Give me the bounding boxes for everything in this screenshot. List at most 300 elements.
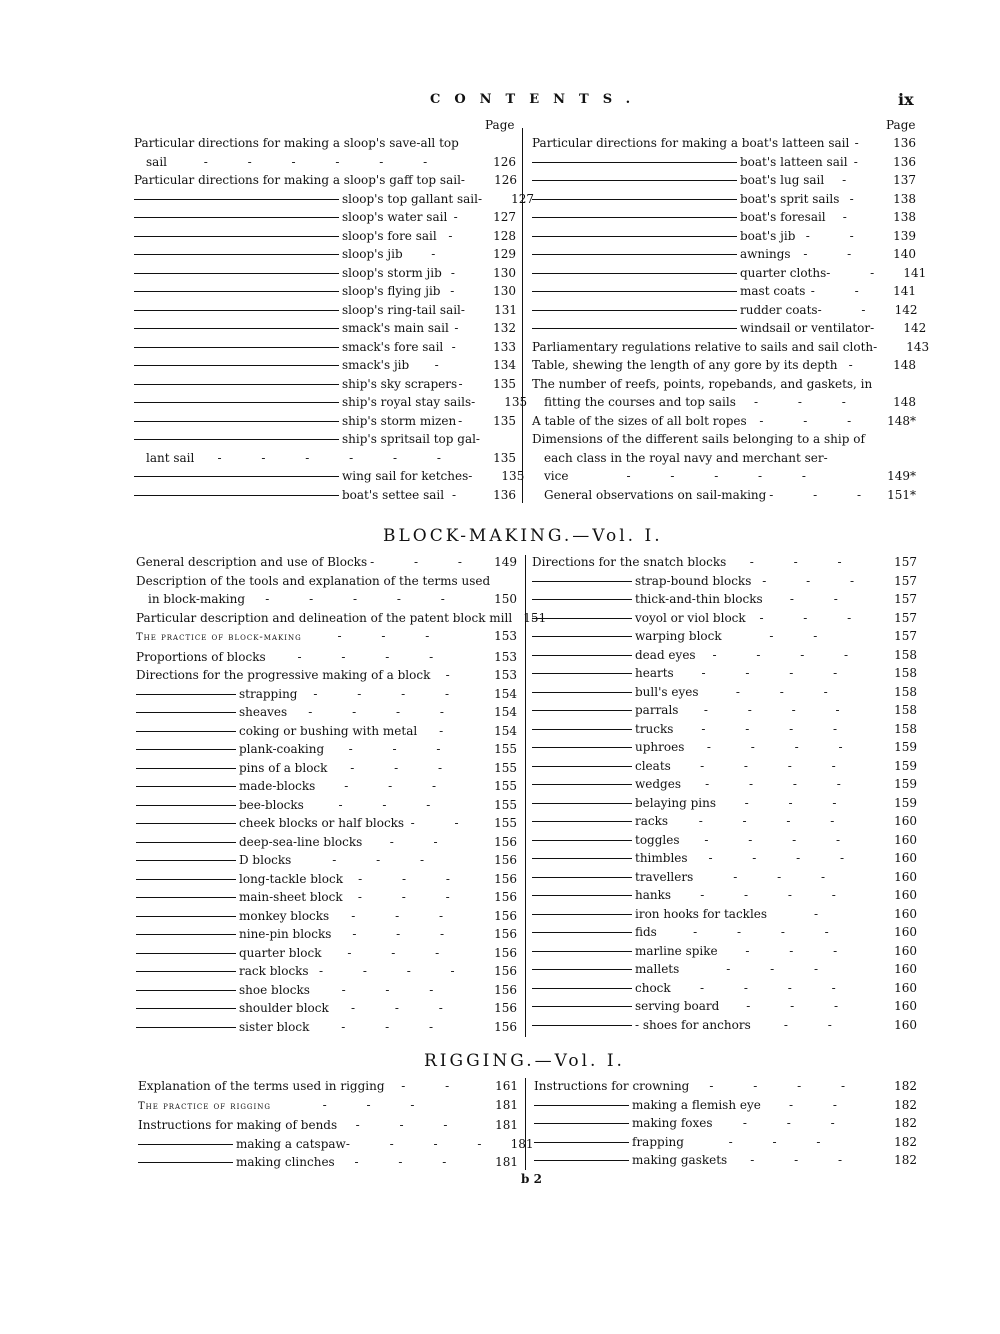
sails-contents-right (532, 134, 930, 504)
ditto-rule (136, 879, 236, 880)
toc-entry (136, 553, 517, 572)
toc-entry (532, 264, 927, 283)
toc-entry-text: vice (544, 469, 569, 483)
leader-dashes: - - - (350, 1001, 461, 1015)
ditto-rule (134, 310, 339, 311)
leader-dashes: - (450, 284, 473, 298)
toc-entry-text: boat's settee sail (342, 487, 445, 502)
leader-dashes: - - (810, 284, 877, 298)
toc-page-number: 182 (894, 1153, 917, 1167)
toc-page-number: 160 (894, 832, 917, 847)
toc-entry-text: toggles (635, 832, 680, 847)
toc-entry-text: Directions for the progressive making of a block (136, 668, 431, 682)
leader-dashes: - - (769, 629, 836, 643)
toc-entry-text: strapping (239, 686, 298, 701)
leader-dashes: - - - (759, 610, 870, 625)
toc-entry-text: mallets (635, 962, 680, 976)
toc-page-number: 160 (894, 999, 917, 1013)
toc-page-number: 182 (894, 1116, 917, 1130)
page-column-label-right: Page (886, 118, 916, 132)
toc-page-number: 158 (894, 666, 917, 680)
leader-dashes: - (454, 321, 477, 335)
toc-entry-text: dead eyes (635, 647, 696, 662)
toc-page-number: 158 (894, 684, 917, 699)
ditto-rule (136, 916, 236, 917)
leader-dashes: - (854, 136, 877, 150)
toc-entry-text: cheek blocks or half blocks (239, 816, 405, 830)
leader-dashes: - (458, 376, 481, 391)
page-number: ix (898, 90, 914, 109)
ditto-rule (136, 1027, 236, 1028)
toc-page-number: 158 (894, 703, 917, 717)
toc-page-number: 156 (494, 890, 517, 904)
leader-dashes: - - - (744, 795, 855, 810)
leader-dashes: - - - - (313, 686, 468, 701)
toc-entry-text: making gaskets (632, 1153, 728, 1167)
toc-page-number: 161 (495, 1079, 518, 1093)
ditto-rule (134, 421, 339, 422)
ditto-rule (532, 581, 632, 582)
toc-entry (532, 338, 930, 357)
toc-entry-text: making clinches (236, 1155, 335, 1169)
toc-page-number: 160 (894, 869, 917, 884)
ditto-rule (136, 805, 236, 806)
toc-entry (134, 338, 516, 357)
leader-dashes: - - - (350, 760, 461, 775)
toc-entry (532, 319, 927, 338)
toc-page-number: 141 (893, 284, 916, 298)
leader-dashes: - - (789, 592, 856, 606)
leader-dashes: - (450, 265, 473, 280)
toc-entry (532, 979, 917, 998)
toc-page-number: 156 (494, 871, 517, 886)
toc-entry (532, 412, 916, 431)
toc-page-number: 138 (893, 191, 916, 206)
ditto-rule (136, 860, 236, 861)
leader-dashes: - - - - (700, 758, 854, 773)
toc-entry-text: ship's spritsail top gal- (342, 432, 480, 446)
leader-dashes: - - - - (704, 832, 859, 847)
toc-page-number: 150 (494, 592, 517, 606)
ditto-rule (138, 1144, 233, 1145)
leader-dashes: - - - (762, 573, 873, 588)
toc-entry (532, 849, 917, 868)
ditto-rule (532, 840, 632, 841)
toc-entry (134, 264, 516, 283)
toc-page-number: 135 (501, 469, 525, 483)
leader-dashes: - - - (352, 927, 463, 941)
toc-entry-text: boat's lug sail (740, 173, 825, 187)
toc-entry (532, 245, 916, 264)
ditto-rule (534, 1142, 629, 1143)
leader-dashes: - - - - - - (203, 154, 446, 169)
toc-page-number: 160 (894, 814, 917, 828)
sails-contents-left (134, 134, 535, 504)
toc-entry (134, 319, 516, 338)
leader-dashes: - - - (726, 962, 837, 976)
ditto-rule (532, 236, 737, 237)
toc-entry (136, 722, 517, 741)
ditto-rule (532, 747, 632, 748)
toc-entry-text: bull's eyes (635, 684, 699, 699)
toc-page-number: 126 (494, 173, 517, 187)
leader-dashes: - - - (733, 869, 844, 884)
toc-entry (532, 590, 917, 609)
ditto-rule (532, 636, 632, 637)
toc-page-number: 160 (894, 980, 917, 995)
toc-entry-text: deep-sea-line blocks (239, 834, 363, 849)
leader-dashes: - - - (769, 487, 880, 502)
leader-dashes: - - - (735, 684, 846, 699)
leader-dashes: - - - - (698, 814, 853, 828)
toc-page-number: 160 (894, 962, 917, 976)
toc-page-number: 159 (894, 740, 917, 754)
toc-page-number: 157 (894, 573, 917, 588)
leader-dashes: - - (410, 816, 477, 830)
ditto-rule (134, 328, 339, 329)
toc-page-number: 156 (494, 908, 517, 923)
leader-dashes: - - - - (712, 647, 867, 662)
leader-dashes: - - - (348, 742, 459, 756)
leader-dashes: - - - (759, 413, 870, 428)
ditto-rule (532, 969, 632, 970)
toc-entry (532, 757, 917, 776)
toc-page-number: 151 (523, 610, 547, 625)
leader-dashes: - - - - (693, 925, 847, 939)
ditto-rule (532, 618, 632, 619)
toc-entry (532, 609, 917, 628)
toc-entry-text: wedges (635, 777, 681, 791)
toc-entry-text: trucks (635, 721, 674, 736)
toc-entry-text: General description and use of Blocks (136, 555, 368, 569)
toc-page-number: 139 (893, 228, 916, 243)
toc-entry (136, 740, 517, 759)
toc-entry (134, 486, 516, 505)
leader-dashes: - - - (322, 1097, 433, 1112)
leader-dashes: - - - - (705, 777, 859, 791)
ditto-rule (532, 766, 632, 767)
ditto-rule (134, 199, 339, 200)
toc-entry (532, 886, 917, 905)
toc-page-number: 136 (893, 136, 916, 150)
toc-entry (136, 851, 517, 870)
toc-entry-text: chock (635, 980, 671, 995)
toc-page-number: 160 (894, 943, 917, 958)
toc-entry-text: boat's foresail (740, 210, 826, 224)
toc-entry-text: ship's sky scrapers (342, 376, 458, 391)
toc-entry (134, 412, 516, 431)
ditto-rule (136, 749, 236, 750)
ditto-rule (532, 932, 632, 933)
leader-dashes: - (448, 228, 471, 243)
toc-entry-text: bee-blocks (239, 797, 304, 812)
toc-entry-text: monkey blocks (239, 908, 330, 923)
toc-entry (532, 942, 917, 961)
toc-entry-text: sloop's jib (342, 247, 403, 261)
leader-dashes: - - - (370, 555, 480, 569)
toc-page-number: 132 (493, 321, 516, 335)
toc-page-number: 136 (893, 154, 916, 169)
toc-entry-text: parrals (635, 703, 679, 717)
page-column-label-left: Page (485, 118, 515, 132)
toc-page-number: 155 (494, 816, 517, 830)
toc-entry-text: awnings (740, 247, 791, 261)
ditto-rule (134, 476, 339, 477)
toc-page-number: 143 (906, 339, 930, 354)
toc-entry-text: Dimensions of the different sails belonging to a ship of (532, 432, 865, 446)
toc-page-number: 130 (493, 265, 516, 280)
toc-entry (532, 134, 916, 153)
toc-page-number: 149 (494, 555, 517, 569)
toc-page-number: 140 (893, 247, 916, 261)
toc-page-number: 128 (493, 228, 516, 243)
toc-entry-text: rudder coats (740, 302, 818, 317)
toc-entry-text: shoulder block (239, 1001, 329, 1015)
ditto-rule (136, 934, 236, 935)
toc-entry-text: rack blocks (239, 964, 309, 978)
toc-page-number: 156 (494, 1001, 517, 1015)
toc-page-number: 131 (494, 302, 517, 317)
toc-page-number: 159 (894, 795, 917, 810)
toc-entry-text: boat's latteen sail (740, 154, 848, 169)
ditto-rule (134, 254, 339, 255)
toc-entry-text: belaying pins (635, 795, 717, 810)
toc-page-number: 157 (894, 629, 917, 643)
toc-entry-text: - shoes for anchors (635, 1017, 751, 1032)
ditto-rule (532, 180, 737, 181)
block-making-contents-left (136, 553, 547, 1036)
toc-entry (532, 794, 917, 813)
toc-entry-text: quarter block (239, 945, 322, 960)
toc-entry (532, 720, 917, 739)
toc-entry (136, 627, 517, 648)
ditto-rule (134, 384, 339, 385)
leader-dashes: - - - - - (626, 469, 824, 483)
toc-entry-text: sloop's storm jib (342, 265, 442, 280)
ditto-rule (136, 990, 236, 991)
toc-entry-text: serving board (635, 999, 720, 1013)
toc-entry (532, 960, 917, 979)
ditto-rule (134, 402, 339, 403)
toc-page-number: 155 (494, 779, 517, 793)
toc-entry-text: Description of the tools and explanation of the terms used (136, 573, 491, 588)
toc-entry-text: thick-and-thin blocks (635, 592, 763, 606)
toc-entry-text: sheaves (239, 705, 288, 719)
toc-entry (134, 190, 535, 209)
toc-entry (136, 870, 517, 889)
toc-entry (532, 375, 916, 394)
leader-dashes: - - - (358, 871, 468, 886)
toc-entry (532, 393, 916, 412)
toc-page-number: 182 (894, 1134, 917, 1149)
toc-entry (134, 208, 516, 227)
toc-entry-text: Directions for the snatch blocks (532, 555, 727, 569)
toc-entry (136, 648, 517, 667)
toc-entry-text: racks (635, 814, 669, 828)
toc-page-number: 156 (494, 982, 517, 997)
toc-entry-text: mast coats (740, 284, 806, 298)
toc-page-number: 127 (511, 191, 535, 206)
toc-entry-text: lant sail (146, 450, 195, 465)
ditto-rule (136, 1008, 236, 1009)
toc-entry (136, 796, 517, 815)
section-title-rigging: RIGGING.—Vol. I. (424, 1051, 625, 1071)
ditto-rule (534, 1123, 629, 1124)
toc-page-number: 153 (494, 668, 517, 682)
leader-dashes: - - - - (700, 980, 854, 995)
ditto-rule (136, 842, 236, 843)
toc-entry (138, 1135, 534, 1154)
toc-page-number: 157 (894, 555, 917, 569)
toc-page-number: 153 (494, 649, 517, 664)
toc-entry (532, 831, 917, 850)
ditto-rule (532, 729, 632, 730)
toc-entry (532, 775, 917, 794)
leader-dashes: - - - - (318, 964, 473, 978)
toc-entry-text: main-sheet block (239, 890, 343, 904)
toc-page-number: 182 (894, 1079, 917, 1093)
toc-entry (532, 282, 916, 301)
ditto-rule (136, 712, 236, 713)
rigging-contents-right (534, 1077, 917, 1170)
toc-page-number: 142 (894, 302, 918, 317)
leader-dashes: - (452, 487, 475, 502)
leader-dashes: - (853, 154, 876, 169)
ditto-rule (532, 162, 737, 163)
toc-entry-text: smack's main sail (342, 321, 449, 335)
toc-entry-text: A table of the sizes of all bolt ropes (532, 413, 747, 428)
ditto-rule (532, 692, 632, 693)
leader-dashes: - - - - (345, 1136, 500, 1151)
toc-page-number: 137 (893, 173, 916, 187)
toc-page-number: 154 (494, 723, 517, 738)
ditto-rule (532, 784, 632, 785)
ditto-rule (532, 599, 632, 600)
toc-page-number: 160 (894, 888, 917, 902)
toc-entry (532, 356, 916, 375)
toc-entry-text: cleats (635, 758, 671, 773)
leader-dashes: - (460, 302, 483, 317)
leader-dashes: - - - (344, 779, 455, 793)
toc-entry-text: voyol or viol block (635, 610, 746, 625)
leader-dashes: - - - - (703, 703, 858, 717)
toc-page-number: 148 (893, 358, 916, 372)
toc-entry-text: The number of reefs, points, ropebands, and gaskets, in (532, 376, 873, 391)
leader-dashes: - - - (355, 1118, 466, 1132)
toc-entry (138, 1077, 518, 1096)
leader-dashes: - (460, 173, 483, 187)
leader-dashes: - (813, 906, 837, 921)
toc-entry (532, 467, 916, 486)
toc-entry-text: windsail or ventilator (740, 321, 871, 335)
toc-entry (136, 999, 517, 1018)
toc-entry (138, 1096, 518, 1117)
toc-entry (532, 923, 917, 942)
ditto-rule (532, 1025, 632, 1026)
toc-page-number: 151* (887, 487, 916, 502)
toc-entry (138, 1153, 518, 1172)
leader-dashes: - (439, 723, 462, 738)
leader-dashes: - - (826, 265, 893, 280)
toc-entry (136, 925, 517, 944)
toc-entry (532, 905, 917, 924)
toc-entry-text: Particular description and delineation of the patent block mill (136, 610, 513, 625)
toc-entry-text: wing sail for ketches (342, 469, 469, 483)
toc-entry (134, 375, 516, 394)
toc-entry (532, 171, 916, 190)
leader-dashes: - (445, 668, 468, 682)
toc-entry-text: warping block (635, 629, 722, 643)
toc-entry-text: long-tackle block (239, 871, 343, 886)
toc-entry-text: Instructions for crowning (534, 1079, 690, 1093)
toc-entry (532, 208, 916, 227)
leader-dashes: - (431, 247, 454, 261)
toc-entry (134, 153, 516, 172)
leader-dashes: - - - - (709, 1079, 864, 1093)
toc-page-number: 126 (493, 154, 516, 169)
leader-dashes: - - - (341, 1019, 452, 1034)
toc-entry (532, 664, 917, 683)
ditto-rule (134, 291, 339, 292)
toc-entry-text: making a flemish eye (632, 1097, 761, 1112)
toc-entry (532, 1016, 917, 1035)
leader-dashes: - - - (749, 555, 860, 569)
toc-page-number: 138 (893, 210, 916, 224)
toc-entry (532, 430, 916, 449)
toc-entry-text: The practice of rigging (138, 1100, 272, 1112)
toc-entry (136, 572, 517, 591)
toc-page-number: 157 (894, 592, 917, 606)
toc-entry-text: thimbles (635, 851, 688, 865)
leader-dashes: - - (401, 1079, 468, 1093)
leader-dashes: - (842, 173, 865, 187)
toc-page-number: 156 (494, 964, 517, 978)
ditto-rule (532, 254, 737, 255)
toc-entry-text: made-blocks (239, 779, 316, 793)
leader-dashes: - - (783, 1017, 850, 1032)
leader-dashes: - - - (341, 982, 452, 997)
block-making-contents-right (532, 553, 917, 1034)
leader-dashes: - - - (746, 999, 857, 1013)
toc-entry (136, 814, 517, 833)
toc-entry-text: sloop's ring-tail sail (342, 302, 461, 317)
leader-dashes: - - - (745, 943, 856, 958)
toc-entry-text: boat's jib (740, 228, 796, 243)
toc-entry (532, 683, 917, 702)
toc-entry (136, 1018, 517, 1037)
leader-dashes: - - - (338, 797, 449, 812)
toc-page-number: 181 (495, 1155, 518, 1169)
ditto-rule (134, 365, 339, 366)
ditto-rule (136, 823, 236, 824)
leader-dashes: - - - - (297, 649, 452, 664)
toc-entry-text: shoe blocks (239, 982, 310, 997)
leader-dashes: - (451, 339, 474, 354)
section-title-block-making: BLOCK-MAKING.—Vol. I. (383, 526, 663, 546)
toc-page-number: 148* (887, 413, 916, 428)
leader-dashes: - - - - (700, 888, 854, 902)
toc-page-number: 181 (495, 1097, 518, 1112)
toc-entry (532, 646, 917, 665)
toc-entry-text: ship's royal stay sails (342, 395, 472, 409)
leader-dashes: - - - (750, 1153, 860, 1167)
ditto-rule (532, 858, 632, 859)
toc-page-number: 154 (494, 686, 517, 701)
ditto-rule (532, 821, 632, 822)
toc-entry (532, 553, 917, 572)
toc-entry (136, 590, 517, 609)
leader-dashes: - - - (754, 395, 864, 409)
